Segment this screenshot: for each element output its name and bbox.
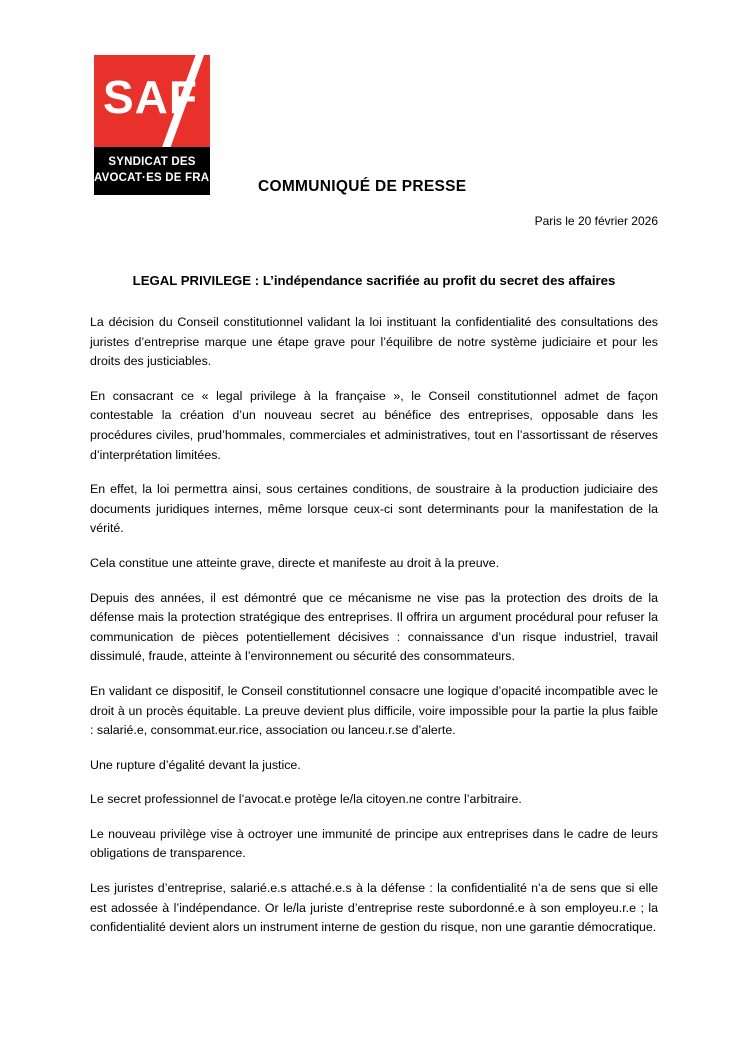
logo-subtitle-line2: AVOCAT·ES DE FRANCE	[94, 172, 235, 184]
place-and-date: Paris le 20 février 2026	[534, 214, 658, 228]
paragraph: Une rupture d’égalité devant la justice.	[90, 757, 301, 772]
paragraph: Cela constitue une atteinte grave, directe et manifeste au droit à la preuve.	[90, 555, 500, 570]
logo-red-block	[94, 55, 210, 147]
document-type-heading: COMMUNIQUÉ DE PRESSE	[258, 178, 467, 195]
paragraph: Le secret professionnel de l’avocat.e protège le/la citoyen.ne contre l’arbitraire.	[90, 792, 522, 807]
paragraph: Le nouveau privilège vise à octroyer une immunité de principe aux entreprises dans le cadre de leurs obligations de transparence.	[90, 826, 658, 861]
logo-black-block	[94, 147, 235, 195]
logo-subtitle-line1: SYNDICAT DES	[108, 156, 196, 168]
paragraph: Les juristes d’entreprise, salarié.e.s attaché.e.s à la défense : la confidentialité n’a de sens que si elle est adossée à l’indépendance. Or le/la juriste d’entreprise reste subordonné.e à son employeu.r.e ; la confidentialité devient alors un instrument interne de gestion du risque, non une garantie démocratique.	[90, 881, 658, 935]
page-title: LEGAL PRIVILEGE : L’indépendance sacrifiée au profit du secret des affaires	[132, 273, 616, 288]
paragraph: En effet, la loi permettra ainsi, sous certaines conditions, de soustraire à la production judiciaire des documents juridiques internes, même lorsque ceux-ci sont determinants pour la manifestation de la vérité.	[90, 482, 658, 536]
document-header	[0, 0, 748, 228]
paragraph: En validant ce dispositif, le Conseil constitutionnel consacre une logique d’opacité incompatible avec le droit à un procès équitable. La preuve devient plus difficile, voire impossible pour la partie la plus faible : salarié.e, consommat.eur.rice, association ou lanceu.r.se d’alerte.	[90, 683, 658, 738]
saf-logo	[94, 55, 235, 195]
paragraph: Depuis des années, il est démontré que ce mécanisme ne vise pas la protection des droits de la défense mais la protection stratégique des entreprises. Il offrira un argument procédural pour refuser la communication de pièces potentiellement décisives : connaissance d’un risque industriel, travail dissimulé, fraude, atteinte à l’environnement ou sécurité des consommateurs.	[90, 590, 658, 664]
logo-acronym: SAF	[103, 71, 198, 123]
document-body	[90, 270, 658, 938]
paragraph: En consacrant ce « legal privilege à la française », le Conseil constitutionnel admet de façon contestable la création d’un nouveau secret au bénéfice des entreprises, opposable dans les procédures civiles, prud’hommales, commerciales et administratives, tout en l’assortissant de réserves d’interprétation limitées.	[90, 388, 658, 462]
paragraph: La décision du Conseil constitutionnel validant la loi instituant la confidentialité des consultations des juristes d’entreprise marque une étape grave pour l’équilibre de notre système judiciaire et pour les droits des justiciables.	[90, 315, 658, 369]
